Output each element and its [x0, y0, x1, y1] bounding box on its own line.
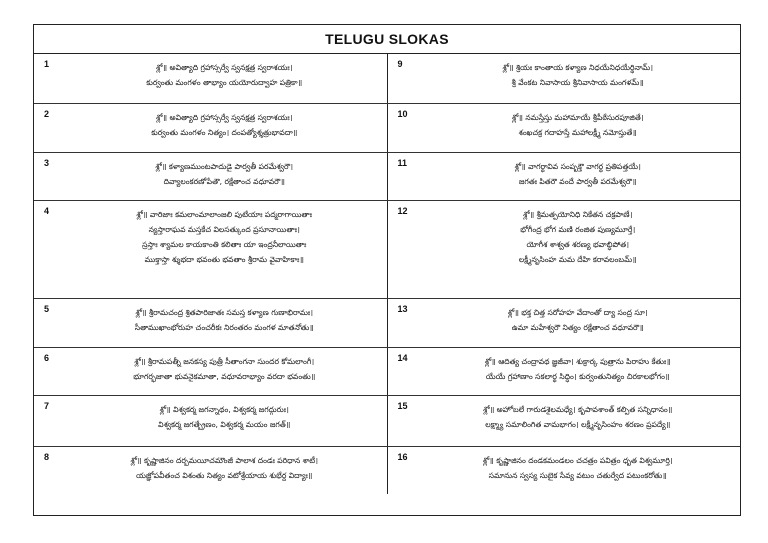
- sloka-line: శ్లో॥ కృష్ణాజినం దండకమండలం చచత్రం పవిత్రం ధృత విశ్వమూర్తి।: [482, 456, 673, 465]
- sloka-cell: [34, 104, 388, 152]
- sloka-line: శ్లో॥ శ్రియః కాంతాయ కళ్యాణ నిధయేనిధయేర్థినామ్।: [502, 63, 654, 72]
- sloka-line: సీతాముఖాంభోరుహ చంచరీకః నిరంతరం మంగళ మాతనోతు॥: [134, 323, 314, 332]
- sloka-cell: [388, 153, 741, 200]
- sloka-number: 11: [397, 158, 408, 168]
- sloka-cell: [388, 201, 741, 298]
- sloka-line: శ్లో॥ ఆదిత్య చంద్రావథ జ్ఞజీవా। శుక్రార్క పుత్రాను పిరాహు కేతుః॥: [484, 357, 671, 366]
- sloka-number: 13: [397, 304, 408, 314]
- sloka-line: స్రస్తాః శ్యామల కాయకాంతి కలితాః యా ఇంద్రనీలాయితాః: [142, 240, 307, 249]
- sloka-line: లక్ష్మ్యా సమాలింగిత వామభాగం। లక్ష్మీనృసింహం శరణం ప్రపద్యే॥: [485, 420, 671, 429]
- sloka-line: న్యస్తారాఘవ మస్తకేచ విలసత్కుంద ప్రసూనాయితాః।: [148, 225, 300, 234]
- sloka-line: యోగీశ శాశ్వత శరణ్య భవాబ్ధిపోత।: [526, 240, 629, 249]
- sloka-line: ఉమా మహేశ్వరౌ నిత్యం రక్షేతాంచ వధూవరౌ॥: [511, 323, 644, 332]
- sloka-row: [34, 54, 740, 104]
- sloka-line: భూగర్భజాతా భువనైకమాతా, వధూవరాభ్యాం వరదా భవంతు॥: [133, 372, 316, 381]
- sloka-row: [34, 104, 740, 153]
- sloka-line: సమానున స్వస్య సుబైక సేవ్య వటుం చతుర్వేద పటుంకరోతు॥: [488, 471, 667, 480]
- sloka-line: శ్లో॥ శ్రీరామపత్నీ జనకస్య పుత్రీ సీతాంగనా సుందర కోమలాంగీ।: [134, 357, 315, 366]
- sloka-line: శ్లో॥ వాగర్థావివ సంపృక్తౌ వాగర్థ ప్రతిపత్తయే।: [514, 162, 641, 171]
- sloka-line: శ్లో॥ అవిత్యాది గ్రహాస్సర్వే స్వనక్షత్ర స్వరాశయః।: [156, 113, 293, 122]
- sloka-line: కుర్వంతు మంగళం నిత్యం। దంపత్యోశ్శత్రుభావదా॥: [151, 128, 298, 137]
- sloka-cell: [388, 447, 741, 494]
- sloka-cell: [34, 153, 388, 200]
- sloka-number: 5: [44, 304, 50, 314]
- sloka-line: శ్లో॥ భక్త చిత్త సరోహహ వేదాంతో ద్యా సంద్ర సూ।: [507, 308, 648, 317]
- sloka-number: 8: [44, 452, 50, 462]
- sloka-line: ముక్తాస్తా శ్శుభదా భవంతు భవతాం శ్రీరామ వైవాహికాః॥: [144, 255, 304, 264]
- sloka-cell: [388, 54, 741, 103]
- sloka-line: శ్లో॥ కృష్ణాజినం దర్బమయీచమౌంజీ పాలాశ దండః పరిధాన శాటీ।: [130, 456, 319, 465]
- sloka-cell: [388, 299, 741, 347]
- page-title: TELUGU SLOKAS: [325, 31, 449, 47]
- sloka-number: 7: [44, 401, 50, 411]
- sloka-line: జగతః పితరౌ వందే పార్వతీ పరమేశ్వరౌ॥: [518, 177, 637, 186]
- sloka-number: 4: [44, 206, 50, 216]
- sloka-cell: [388, 348, 741, 395]
- sloka-line: శ్లో॥ కళ్యాణముంటపాదుడై పార్వతీ పరమేశ్వరౌ।: [155, 162, 294, 171]
- sloka-line: శ్లో॥ శ్రీమత్పయోనిధి నికేతన చక్రపాణే।: [523, 210, 633, 219]
- sloka-row: [34, 348, 740, 396]
- sloka-number: 9: [397, 59, 403, 69]
- sloka-cell: [388, 396, 741, 446]
- sloka-line: విశ్వకర్మ జగత్బ్రేణం, విశ్వకర్మ మయం జగత్॥: [158, 420, 291, 429]
- sloka-number: 6: [44, 353, 50, 363]
- sloka-line: దివ్యాలంకరణోపేతౌ, రక్షేతాంచ వధూవరౌ॥: [163, 177, 285, 186]
- sloka-row: [34, 153, 740, 201]
- sloka-number: 15: [397, 401, 408, 411]
- sloka-cell: [34, 396, 388, 446]
- sloka-number: 2: [44, 109, 50, 119]
- sloka-cell: [34, 201, 388, 298]
- sloka-line: యజ్ఞోపవీతంచ విశంతు నిత్యం వటోశ్రేయాయ శుభేర్ద విద్యాః॥: [136, 471, 313, 480]
- sloka-line: శ్లో॥ అహోబలే గారుడశైలమధ్యే। కృపావశాంత్ కల్పిత సన్నిధానం॥: [483, 405, 673, 414]
- sloka-number: 16: [397, 452, 408, 462]
- sloka-line: యేయే గ్రహాణాం సకలార్థ సిద్ధిం। కుర్వంతునిత్యం చిరకాలభోగం॥: [485, 372, 670, 381]
- slokas-sheet: [33, 24, 741, 516]
- sloka-cell: [34, 54, 388, 103]
- sloka-line: శ్లో॥ నమస్తేస్తు మహామాయే శ్రీపీఠేసురపూజితే।: [511, 113, 644, 122]
- sloka-line: లక్ష్మీనృసింహ మమ దేహి కరావలంబమ్॥: [518, 255, 637, 264]
- sloka-cell: [388, 104, 741, 152]
- sloka-line: శ్రీ వేంకట నివాసాయ శ్రీనివాసాయ మంగళమ్॥: [511, 78, 644, 87]
- sloka-number: 12: [397, 206, 408, 216]
- sloka-number: 1: [44, 59, 50, 69]
- sloka-line: శంఖచక్ర గదాహస్తే మహాలక్ష్మీ నమోస్తుతే॥: [518, 128, 637, 137]
- sloka-line: శ్లో॥ వారిజాః కమలాంమాలాంజలి పుటేయాః పద్మరాగాయితాః: [136, 210, 313, 219]
- sloka-number: 3: [44, 158, 50, 168]
- sloka-row: [34, 299, 740, 348]
- sloka-row: [34, 447, 740, 494]
- sloka-line: శ్లో॥ శ్రీరామచంద్ర శ్రితపారిజాతః సమస్త కళ్యాణ గుణాభిరామః।: [135, 308, 314, 317]
- sloka-cell: [34, 299, 388, 347]
- sloka-line: భోగీంద్ర భోగ మణి రంజిత పుణ్యమూర్తే।: [520, 225, 636, 234]
- sloka-row: [34, 201, 740, 299]
- sloka-number: 14: [397, 353, 408, 363]
- sloka-row: [34, 396, 740, 447]
- sloka-number: 10: [397, 109, 408, 119]
- title-row: [34, 25, 740, 54]
- sloka-cell: [34, 447, 388, 494]
- sloka-line: శ్లో॥ విశ్వకర్మ జగన్నాథం, విశ్వకర్మ జగద్గురుః।: [159, 405, 289, 414]
- sloka-cell: [34, 348, 388, 395]
- sloka-line: శ్లో॥ అవిత్యాది గ్రహాస్సర్వే స్వనక్షత్ర స్వరాశయః।: [156, 63, 293, 72]
- sloka-line: కుర్వంతు మంగళం తాభ్యాం యయోరుద్వాహ పత్రికా॥: [146, 78, 303, 87]
- slokas-grid: [34, 54, 740, 494]
